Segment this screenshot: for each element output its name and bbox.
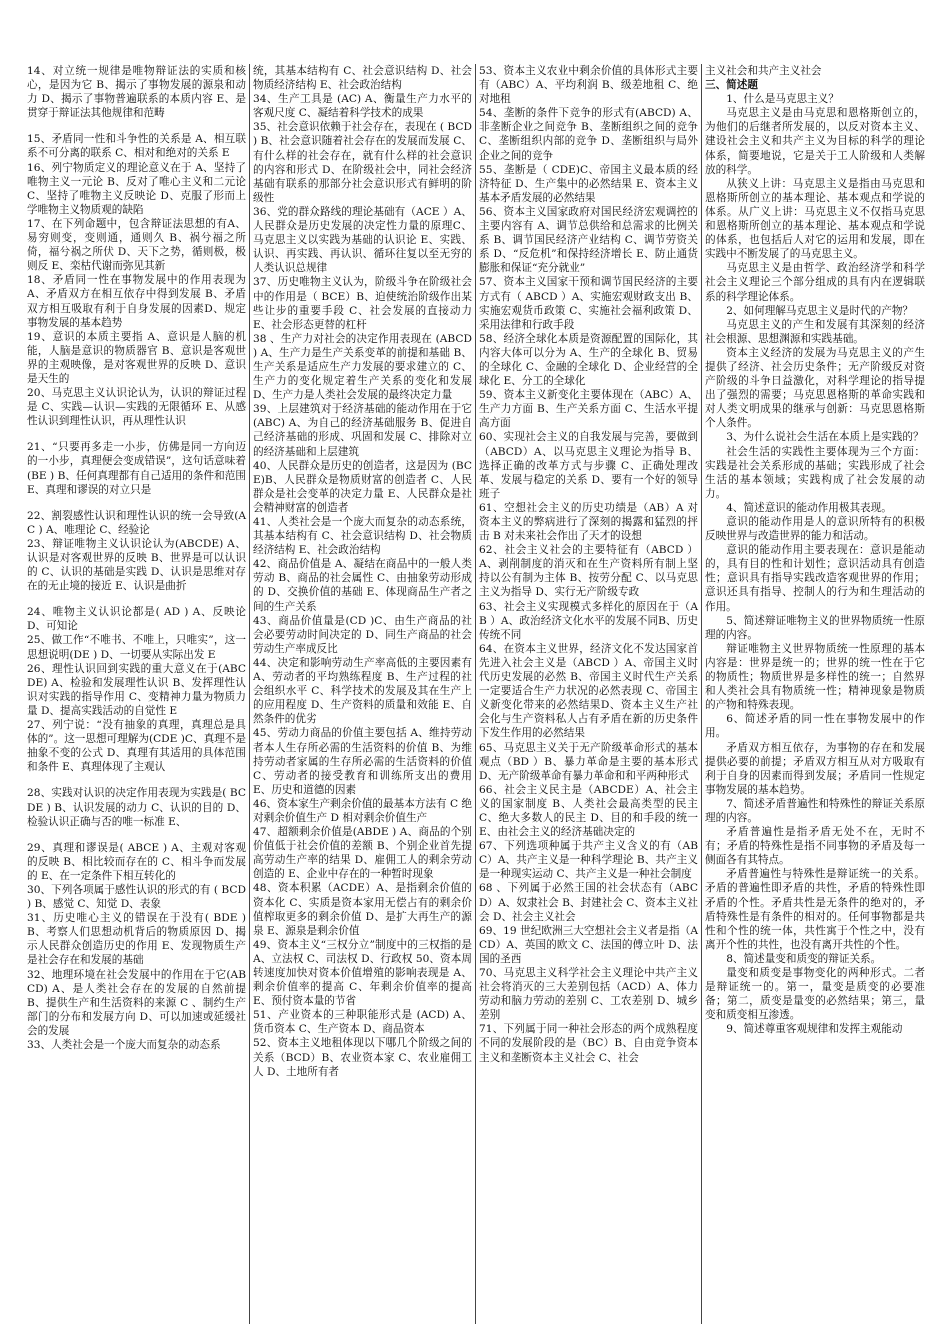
text-paragraph: 意识的能动作用主要表现在：意识是能动的，具有目的性和计划性；意识活动具有创造性；意识具有指导实践改造客观世界的作用；意识还具有指导、控制人的行为和生理活动的作用。 [705,544,925,613]
text-paragraph: 55、垄断是（ CDE)C、帝国主义最本质的经济特征 D、生产集中的必然结果 E、资本主义基本矛盾发展的必然结果 [479,163,698,204]
text-paragraph: 36、党的群众路线的理论基础有（ACE ）A、人民群众是历史发展的决定性力量的原理C、马克思主义以实践为基础的认识论 E、实践、认识、再实践、再认识、循环往复以至无穷的人类认识总规律 [253,205,472,275]
text-paragraph: 56、资本主义国家政府对国民经济宏观调控的主要内容有 A、调节总供给和总需求的比例关系 B、调节国民经济产业结构 C、调节劳资关系 D、“反危机”和保持经济增长 E、防止通货膨胀和保证“充分就业” [479,205,698,275]
text-paragraph: 44、决定和影响劳动生产率高低的主要因素有 A、劳动者的平均熟练程度 B、生产过程的社会组织水平 C、科学技术的发展及其在生产上的应用程度 D、生产资料的质量和效能 E、自然条件的优劣 [253,656,472,726]
text-paragraph: 25、做工作“不唯书、不唯上，只唯实”，这一思想说明(DE ) D、一切要从实际出发 E [27,634,246,661]
text-paragraph: 37、历史唯物主义认为，阶级斗争在阶级社会中的作用是（ BCE）B、迫使统治阶级作出某些让步的重要手段 C、社会发展的直接动力 E、社会形态更替的杠杆 [253,276,472,331]
text-paragraph: 41、人类社会是一个庞大而复杂的动态系统，其基本结构有 C、社会意识结构 D、社会物质经济结构 E、社会政治结构 [253,516,472,557]
text-paragraph: 8、简述量变和质变的辩证关系。 [726,952,882,965]
text-paragraph: 58、经济全球化本质是资源配置的国际化，其内容大体可以分为 A、生产的全球化 B、贸易的全球化 C、金融的全球化 D、企业经营的全球化 E、分工的全球化 [479,332,698,388]
text-paragraph: 30、下列各项属于感性认识的形式的有 ( BCD ) B、感觉 C、知觉 D、表象 [27,883,246,911]
text-paragraph: 62、社会主义社会的主要特征有（ABCD ）A、剥削制度的消灭和在生产资料所有制上坚持以公有制为主体 B、按劳分配 C、以马克思主义为指导 D、实行无产阶级专政 [479,544,698,599]
text-paragraph: 34、生产工具是 (AC) A、衡量生产力水平的客观尺度 C、凝结着科学技术的成果 [253,93,472,120]
text-paragraph: 70、马克思主义科学社会主义理论中共产主义社会将消灭的三大差别包括（ACD）A、体力劳动和脑力劳动的差别 C、工农差别 D、城乡差别 [479,967,698,1022]
text-paragraph: 20、马克思主义认识论认为，认识的辩证过程是 C、实践—认识—实践的无限循环 E、从感性认识到理性认识，再从理性认识 [27,387,246,428]
text-paragraph: 31、历史唯心主义的错误在于没有( BDE ) B、考察人们思想动机背后的物质原因 D、揭示人民群众创造历史的作用 E、发现物质生产是社会存在和发展的基础 [27,912,246,967]
text-paragraph: 49、资本主义“三权分立”制度中的三权指的是 A、立法权 C、司法权 D、行政权 50、资本周转速度加快对资本价值增殖的影响表现是 A、剩余价值率的提高 C、年剩余价值率的提高 E、预付资本量的节省 [253,938,472,1008]
text-paragraph: 67、下列选项种属于共产主义含义的有（ABC）A、共产主义是一种科学理论 B、共产主义是一种现实运动 C、共产主义是一种社会制度 [479,840,698,881]
text-paragraph: 从狭义上讲：马克思主义是指由马克思和恩格斯所创立的基本理论、基本观点和学说的体系。从广义上讲：马克思主义不仅指马克思和恩格斯所创立的基本理论、基本观点和学说的体系，也包括后人对它的运用和发展，即在实践中不断发展了的马克思主义。 [705,177,925,261]
text-column-4 [702,64,928,1324]
text-paragraph: 33、人类社会是一个庞大而复杂的动态系 [27,1039,221,1051]
text-paragraph: 主义社会和共产主义社会 [705,65,822,77]
text-paragraph: 马克思主义是由马克思和恩格斯创立的，为他们的后继者所发展的，以反对资本主义、建设社会主义和共产主义为目标的科学的理论体系，简要地说，它是关于工人阶级和人类解放的科学。 [705,107,925,176]
text-paragraph: 48、资本积累（ACDE）A、是指剩余价值的资本化 C、实质是资本家用无偿占有的剩余价值榨取更多的剩余价值 D、是扩大再生产的源泉 E、源泉是剩余价值 [253,882,472,937]
text-paragraph: 意识的能动作用是人的意识所特有的积极反映世界与改造世界的能力和活动。 [705,516,925,543]
text-paragraph: 64、在资本主义世界，经济文化不发达国家首先进入社会主义是（ABCD ）A、帝国主义时代历史发展的必然 B、帝国主义时代生产关系一定要适合生产力状况的必然表现 C、帝国主义新变化带来的必然结果D、资本主义生产社会化与生产资料私人占有矛盾在新的历史条件下发生作用的必然结果 [479,642,698,740]
document-page [24,64,930,1324]
text-paragraph: 社会生活的实践性主要体现为三个方面：实践是社会关系形成的基础；实践形成了社会生活的基本领域；实践构成了社会发展的动力。 [705,445,925,500]
text-paragraph: 65、马克思主义关于无产阶级革命形式的基本观点（BD ）B、暴力革命是主要的基本形式 D、无产阶级革命有暴力革命和和平两种形式 [479,741,698,782]
text-paragraph: 51、产业资本的三种职能形式是 (ACD) A、货币资本 C、生产资本 D、商品资本 [253,1009,472,1036]
text-paragraph: 53、资本主义农业中剩余价值的具体形式主要有（ABC）A、平均利润 B、级差地租 C、绝对地租 [479,65,698,106]
text-column-1 [24,64,250,1324]
text-paragraph: 66、社会主义民主是（ABCDE）A、社会主义的国家制度 B、人类社会最高类型的民主 C、绝大多数人的民主 D、目的和手段的统一 E、由社会主义的经济基础决定的 [479,783,698,839]
text-paragraph: 1、什么是马克思主义？ [726,93,839,106]
text-paragraph: 23、辩证唯物主义认识论认为(ABCDE) A、认识是对客观世界的反映 B、世界是可以认识的 C、认识的基础是实践 D、认识是思维对存在的无止境的接近 E、认识是曲折 [27,537,246,593]
text-paragraph: 19、意识的本质主要指 A、意识是人脑的机能，人脑是意识的物质器官 B、意识是客观世界的主观映像，是对客观世界的反映 D、意识是天生的 [27,330,246,385]
text-paragraph: 57、资本主义国家干预和调节国民经济的主要方式有（ ABCD ）A、实施宏观财政支出 B、实施宏观货币政策 C、实施社会福利政策 D、采用法律和行政手段 [479,276,698,331]
text-paragraph: 68 、下列属于必然王国的社会状态有（ABCD）A、奴隶社会 B、封建社会 C、资本主义社会 D、社会主义社会 [479,882,698,923]
text-paragraph: 辩证唯物主义世界物质统一性原理的基本内容是：世界是统一的；世界的统一性在于它的物质性；物质世界是多样性的统一；自然界和人类社会具有物质统一性；精神现象是物质的产物和特殊表现。 [705,642,925,712]
section-heading: 三、简述题 [705,79,758,92]
text-paragraph: 量变和质变是事物变化的两种形式。二者是辩证统一的。第一，量变是质变的必要准备；第二，质变是量变的必然结果；第三，量变和质变相互渗透。 [705,967,925,1022]
text-paragraph: 35、社会意识依赖于社会存在，表现在 ( BCD ) B、社会意识随着社会存在的发展而发展 C、有什么样的社会存在，就有什么样的社会意识的内容和形式 D、在阶级社会中，同社会经济基础有联系的那部分社会意识形式有鲜明的阶级性 [253,121,472,204]
text-column-2 [250,64,476,1324]
text-paragraph: 60、实现社会主义的自我发展与完善，要做到（ABCD）A、以马克思主义理论为指导 B、选择正确的改革方式与步骤 C、正确处理改革、发展与稳定的关系 D、要有一个好的领导班子 [479,431,698,500]
text-paragraph: 马克思主义的产生和发展有其深刻的经济社会根源、思想渊源和实践基础。 [705,318,925,345]
text-paragraph: 15、矛盾同一性和斗争性的关系是 A、相互联系不可分离的联系 C、相对和绝对的关系 E [27,133,246,160]
text-paragraph: 马克思主义是由哲学、政治经济学和科学社会主义理论三个部分组成的具有内在逻辑联系的科学理论体系。 [705,262,925,303]
text-column-3 [476,64,702,1324]
text-paragraph: 52、资本主义地租体现以下哪几个阶级之间的关系（BCD）B、农业资本家 C、农业雇佣工人 D、土地所有者 [253,1037,472,1078]
text-paragraph: 4、简述意识的能动作用极其表现。 [726,501,892,514]
text-paragraph: 2、如何理解马克思主义是时代的产物？ [726,304,914,317]
text-paragraph: 69、19 世纪欧洲三大空想社会主义者是指（ACD）A、英国的欧文 C、法国的傅立叶 D、法国的圣西 [479,924,698,965]
text-paragraph: 42、商品价值是 A、凝结在商品中的一般人类劳动 B、商品的社会属性 C、由抽象劳动形成的 D、交换价值的基础 E、体现商品生产者之间的生产关系 [253,558,472,613]
text-paragraph: 24、唯物主义认识论都是( AD ) A、反映论 D、可知论 [27,606,246,633]
text-paragraph: 29、真理和谬误是( ABCE ) A、主观对客观的反映 B、相比较而存在的 C、相斗争而发展的 E、在一定条件下相互转化的 [27,841,246,882]
text-paragraph: 38 、生产力对社会的决定作用表现在 (ABCD ) A、生产力是生产关系变革的前提和基础 B、生产关系是适应生产力发展的要求建立的 C、生产力的变化规定着生产关系的变化和发展 D、生产力是人类社会发展的最终决定力量 [253,332,472,402]
text-paragraph: 59、资本主义新变化主要体现在（ABC）A、生产力方面 B、生产关系方面 C、生活水平提高方面 [479,389,698,430]
text-paragraph: 资本主义经济的发展为马克思主义的产生提供了经济、社会历史条件；无产阶级反对资产阶级的斗争日益激化，对科学理论的指导提出了强烈的需要；马克思恩格斯的革命实践和对人类文明成果的继承与创新：马克思恩格斯个人条件。 [705,346,925,430]
text-paragraph: 63、社会主义实现模式多样化的原因在于（AB ）A、政治经济文化水平的发展不同B、历史传统不同 [479,600,698,641]
text-paragraph: 统，其基本结构有 C、社会意识结构 D、社会物质经济结构 E、社会政治结构 [253,65,472,92]
text-paragraph: 40、人民群众是历史的创造者，这是因为 (BCE)B、人民群众是物质财富的创造者 C、人民群众是社会变革的决定力量 E、人民群众是社会精神财富的创造者 [253,459,472,514]
text-paragraph: 46、资本家生产剩余价值的最基本方法有 C 绝对剩余价值生产 D 相对剩余价值生产 [253,797,473,824]
text-paragraph: 3、为什么说社会生活在本质上是实践的？ [726,431,924,444]
text-paragraph: 26、理性认识回到实践的重大意义在于(ABCDE) A、检验和发展理性认识 B、发挥理性认识对实践的指导作用 C、变精神力量为物质力量 D、提高实践活动的自觉性 E [27,662,246,717]
text-paragraph: 39、上层建筑对于经济基础的能动作用在于它 (ABC) A、为自己的经济基础服务 B、促进自己经济基础的形成、巩固和发展 C、排除对立的经济基础和上层建筑 [253,403,472,458]
text-paragraph: 5、简述辩证唯物主义的世界物质统一性原理的内容。 [705,614,925,641]
text-paragraph: 矛盾普遍性是指矛盾无处不在，无时不有；矛盾的特殊性是指不同事物的矛盾及每一侧面各有其特点。 [705,826,925,867]
text-paragraph: 17、在下列命题中，包含辩证法思想的有A、易穷则变，变则通，通则久 B、祸兮福之所倚，福兮祸之所伏 D、天下之势，循则极，极则反 E、栾枯代谢而弥见其新 [27,217,246,273]
text-paragraph: 61、空想社会主义的历史功绩是（AB）A 对资本主义的弊病进行了深刻的揭露和猛烈的抨击 B 对未来社会作出了天才的设想 [479,501,698,543]
text-paragraph: 14、对立统一规律是唯物辩证法的实质和核心，是因为它 B、揭示了事物发展的源泉和动力 D、揭示了事物普遍联系的本质内容 E、是贯穿于辩证法其他规律和范畴 [27,65,246,120]
text-paragraph: 43、商品价值量是(CD )C、由生产商品的社会必要劳动时间决定的 D、同生产商品的社会劳动生产率成反比 [253,614,472,655]
text-paragraph: 21、“只要再多走一小步，仿佛是同一方向迈的一小步，真理便会变成错误”，这句话意味着(BE ) B、任何真理都有自己适用的条件和范围 E、真理和谬误的对立只是 [27,441,246,496]
text-paragraph: 7、简述矛盾普遍性和特殊性的辩证关系原理的内容。 [705,797,925,824]
text-paragraph: 27、列宁说：“没有抽象的真理，真理总是具体的”。这一思想可理解为(CDE )C、真理不是抽象不变的公式 D、真理有其适用的具体范围和条件 E、真理体现了主观认 [27,719,246,774]
text-paragraph: 45、劳动力商品的价值主要包括 A、维持劳动者本人生存所必需的生活资料的价值 B、为维持劳动者家属的生存所必需的生活资料的价值 C、劳动者的接受教育和训练所支出的费用 E、历史和道德的因素 [253,727,472,796]
text-paragraph: 32、地理环境在社会发展中的作用在于它(ABCD) A、是人类社会存在的发展的自然前提 B、提供生产和生活资料的来源 C 、制约生产部门的分布和发展方向 D、可以加速或延缓社会的发展 [27,968,246,1037]
text-paragraph: 47、超额剩余价值是(ABDE ) A、商品的个别价值低于社会价值的差额 B、个别企业首先提高劳动生产率的结果 D、雇佣工人的剩余劳动创造的 E、企业中存在的一种暂时现象 [253,826,472,881]
text-paragraph: 矛盾普遍性与特殊性是辩证统一的关系。矛盾的普遍性即矛盾的共性，矛盾的特殊性即矛盾的个性。矛盾共性是无条件的绝对的，矛盾特殊性是有条件的相对的。任何事物都是共性和个性的统一体，共性寓于个性之中，没有离开个性的共性，也没有离开共性的个性。 [705,868,925,951]
text-paragraph: 54、垄断的条件下竞争的形式有(ABCD) A、非垄断企业之间竞争 B、垄断组织之间的竞争 C、垄断组织内部的竞争 D、垄断组织与局外企业之间的竞争 [479,107,698,162]
text-paragraph: 22、割裂感性认识和理性认识的统一会导致(AC ) A、唯理论 C、经验论 [27,509,246,536]
text-paragraph: 28、实践对认识的决定作用表现为实践是( BCDE ) B、认识发展的动力 C、认识的目的 D、检验认识正确与否的唯一标准 E、 [27,787,246,828]
text-paragraph: 9、简述尊重客观规律和发挥主观能动 [726,1023,903,1036]
text-paragraph: 6、简述矛盾的同一性在事物发展中的作用。 [705,713,925,740]
text-paragraph: 71、下列属于同一种社会形态的两个成熟程度不同的发展阶段的是（BC）B、自由竞争资本主义和垄断资本主义社会 C、社会 [479,1023,698,1064]
text-paragraph: 16、列宁物质定义的理论意义在于 A、坚持了唯物主义一元论 B、反对了唯心主义和二元论 C、坚持了唯物主义反映论 D、克服了形而上学唯物主义物质观的缺陷 [27,161,246,216]
text-paragraph: 矛盾双方相互依存，为事物的存在和发展提供必要的前提；矛盾双方相互从对方吸取有利于自身的因素而得到发展；矛盾同一性规定事物发展的基本趋势。 [705,741,925,796]
text-paragraph: 18、矛盾同一性在事物发展中的作用表现为 A、矛盾双方在相互依存中得到发展 B、矛盾双方相互吸取有利于自身发展的因素D、规定事物发展的基本趋势 [27,274,246,329]
